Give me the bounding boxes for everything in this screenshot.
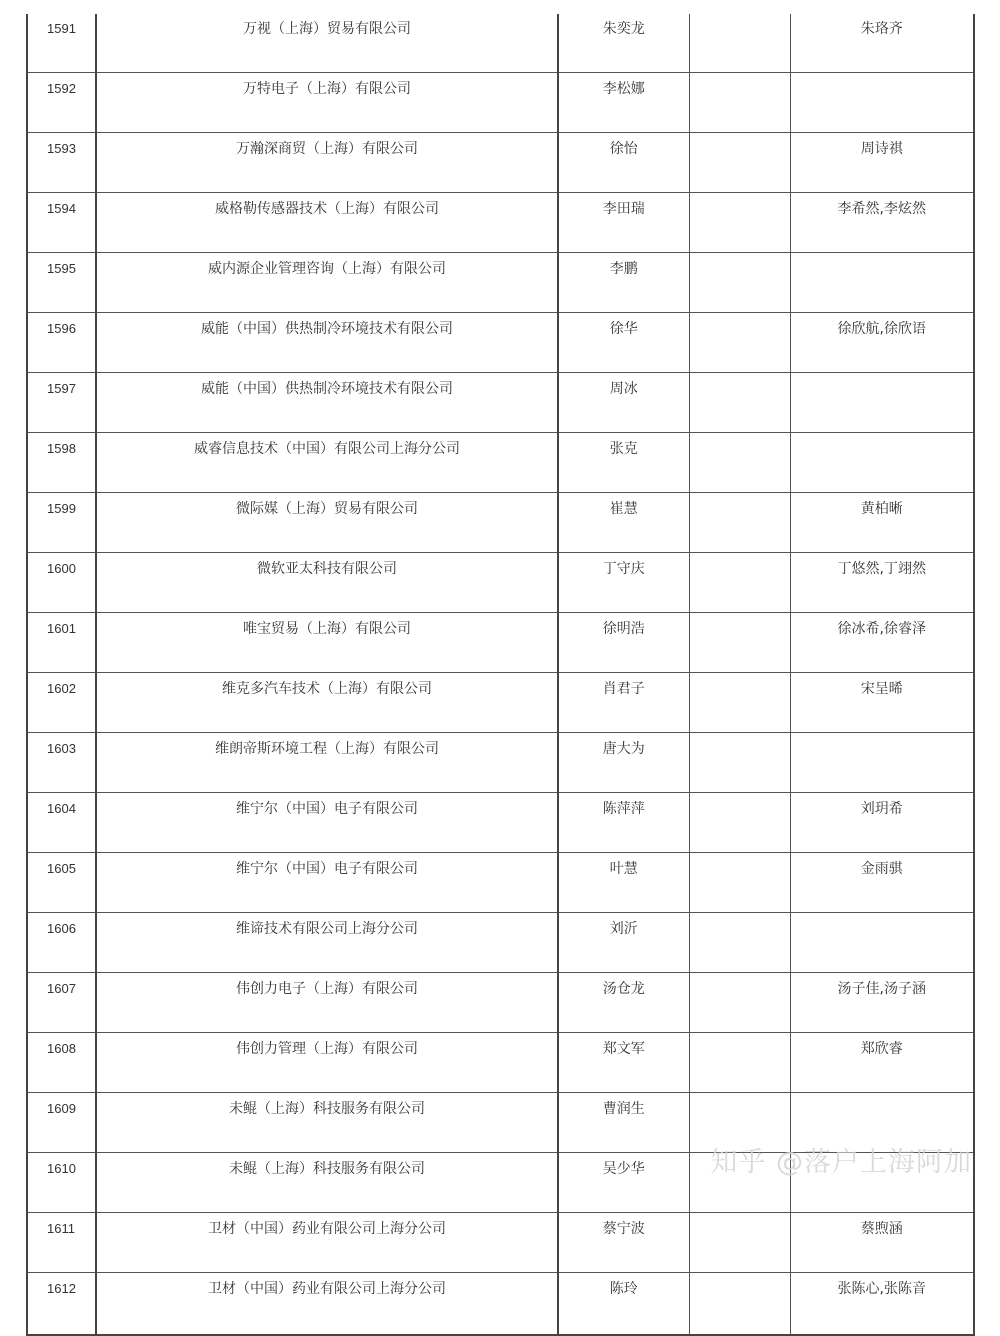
children-names-cell — [790, 1093, 974, 1153]
row-number-cell: 1596 — [27, 313, 96, 373]
children-names-cell: 宋呈晞 — [790, 673, 974, 733]
children-names-cell: 汤子佳,汤子涵 — [790, 973, 974, 1033]
company-name-cell: 维谛技术有限公司上海分公司 — [96, 913, 558, 973]
spouse-name-cell — [689, 73, 790, 133]
company-name-cell: 万瀚深商贸（上海）有限公司 — [96, 133, 558, 193]
row-number-cell: 1603 — [27, 733, 96, 793]
table-row — [27, 1273, 974, 1336]
applicant-name-cell: 崔慧 — [558, 493, 689, 553]
spouse-name-cell — [689, 1093, 790, 1153]
table-row — [27, 313, 974, 373]
table-row — [27, 193, 974, 253]
spouse-name-cell — [689, 193, 790, 253]
row-number-cell: 1600 — [27, 553, 96, 613]
company-name-cell: 威内源企业管理咨询（上海）有限公司 — [96, 253, 558, 313]
company-name-cell: 微软亚太科技有限公司 — [96, 553, 558, 613]
applicant-name-cell: 汤仓龙 — [558, 973, 689, 1033]
applicant-name-cell: 徐怡 — [558, 133, 689, 193]
children-names-cell: 徐冰希,徐睿泽 — [790, 613, 974, 673]
row-number-cell: 1597 — [27, 373, 96, 433]
spouse-name-cell — [689, 373, 790, 433]
children-names-cell — [790, 433, 974, 493]
company-name-cell: 唯宝贸易（上海）有限公司 — [96, 613, 558, 673]
table-row — [27, 613, 974, 673]
company-name-cell: 维宁尔（中国）电子有限公司 — [96, 793, 558, 853]
company-name-cell: 威能（中国）供热制冷环境技术有限公司 — [96, 313, 558, 373]
table-row — [27, 253, 974, 313]
data-table — [26, 14, 975, 1336]
children-names-cell: 张陈心,张陈音 — [790, 1273, 974, 1336]
spouse-name-cell — [689, 913, 790, 973]
children-names-cell: 郑欣睿 — [790, 1033, 974, 1093]
table-row — [27, 853, 974, 913]
table-row — [27, 433, 974, 493]
children-names-cell — [790, 373, 974, 433]
applicant-name-cell: 蔡宁波 — [558, 1213, 689, 1273]
spouse-name-cell — [689, 313, 790, 373]
table-row — [27, 493, 974, 553]
company-name-cell: 微际媒（上海）贸易有限公司 — [96, 493, 558, 553]
company-name-cell: 万特电子（上海）有限公司 — [96, 73, 558, 133]
company-name-cell: 伟创力管理（上海）有限公司 — [96, 1033, 558, 1093]
children-names-cell: 徐欣航,徐欣语 — [790, 313, 974, 373]
spouse-name-cell — [689, 433, 790, 493]
spouse-name-cell — [689, 673, 790, 733]
company-name-cell: 威能（中国）供热制冷环境技术有限公司 — [96, 373, 558, 433]
applicant-name-cell: 李松娜 — [558, 73, 689, 133]
company-name-cell: 卫材（中国）药业有限公司上海分公司 — [96, 1213, 558, 1273]
row-number-cell: 1601 — [27, 613, 96, 673]
company-name-cell: 维克多汽车技术（上海）有限公司 — [96, 673, 558, 733]
spouse-name-cell — [689, 1153, 790, 1213]
table-row — [27, 1153, 974, 1213]
row-number-cell: 1604 — [27, 793, 96, 853]
company-name-cell: 威格勒传感器技术（上海）有限公司 — [96, 193, 558, 253]
spouse-name-cell — [689, 853, 790, 913]
row-number-cell: 1605 — [27, 853, 96, 913]
table-body — [27, 14, 974, 1335]
applicant-name-cell: 李鹏 — [558, 253, 689, 313]
children-names-cell — [790, 1153, 974, 1213]
table-row — [27, 673, 974, 733]
row-number-cell: 1612 — [27, 1273, 96, 1336]
children-names-cell: 刘玥希 — [790, 793, 974, 853]
applicant-name-cell: 陈玲 — [558, 1273, 689, 1336]
company-name-cell: 未鲲（上海）科技服务有限公司 — [96, 1153, 558, 1213]
table-row — [27, 793, 974, 853]
spouse-name-cell — [689, 253, 790, 313]
applicant-name-cell: 徐华 — [558, 313, 689, 373]
table-row — [27, 553, 974, 613]
children-names-cell: 黄柏晰 — [790, 493, 974, 553]
row-number-cell: 1591 — [27, 14, 96, 73]
children-names-cell: 朱珞齐 — [790, 14, 974, 73]
spouse-name-cell — [689, 733, 790, 793]
row-number-cell: 1610 — [27, 1153, 96, 1213]
applicant-name-cell: 吴少华 — [558, 1153, 689, 1213]
applicant-name-cell: 陈萍萍 — [558, 793, 689, 853]
applicant-name-cell: 唐大为 — [558, 733, 689, 793]
children-names-cell — [790, 913, 974, 973]
watermark: 知乎 @落户上海阿加 — [710, 1147, 972, 1178]
row-number-cell: 1609 — [27, 1093, 96, 1153]
table-row — [27, 1093, 974, 1153]
children-names-cell — [790, 253, 974, 313]
row-number-cell: 1602 — [27, 673, 96, 733]
row-number-cell: 1594 — [27, 193, 96, 253]
children-names-cell: 李希然,李炫然 — [790, 193, 974, 253]
children-names-cell: 丁悠然,丁翊然 — [790, 553, 974, 613]
spouse-name-cell — [689, 14, 790, 73]
spouse-name-cell — [689, 1213, 790, 1273]
applicant-name-cell: 张克 — [558, 433, 689, 493]
children-names-cell: 金雨骐 — [790, 853, 974, 913]
row-number-cell: 1607 — [27, 973, 96, 1033]
row-number-cell: 1606 — [27, 913, 96, 973]
spouse-name-cell — [689, 493, 790, 553]
table-row — [27, 913, 974, 973]
spouse-name-cell — [689, 613, 790, 673]
spouse-name-cell — [689, 973, 790, 1033]
applicant-name-cell: 朱奕龙 — [558, 14, 689, 73]
company-name-cell: 维宁尔（中国）电子有限公司 — [96, 853, 558, 913]
table-row — [27, 373, 974, 433]
applicant-name-cell: 曹润生 — [558, 1093, 689, 1153]
spouse-name-cell — [689, 553, 790, 613]
table-row — [27, 1213, 974, 1273]
applicant-name-cell: 叶慧 — [558, 853, 689, 913]
applicant-name-cell: 肖君子 — [558, 673, 689, 733]
children-names-cell — [790, 73, 974, 133]
company-name-cell: 伟创力电子（上海）有限公司 — [96, 973, 558, 1033]
table-row — [27, 73, 974, 133]
applicant-name-cell: 李田瑞 — [558, 193, 689, 253]
row-number-cell: 1611 — [27, 1213, 96, 1273]
row-number-cell: 1598 — [27, 433, 96, 493]
applicant-name-cell: 丁守庆 — [558, 553, 689, 613]
company-name-cell: 维朗帝斯环境工程（上海）有限公司 — [96, 733, 558, 793]
spouse-name-cell — [689, 793, 790, 853]
table-row — [27, 733, 974, 793]
applicant-name-cell: 刘沂 — [558, 913, 689, 973]
children-names-cell — [790, 733, 974, 793]
table-row — [27, 973, 974, 1033]
row-number-cell: 1593 — [27, 133, 96, 193]
company-name-cell: 未鲲（上海）科技服务有限公司 — [96, 1093, 558, 1153]
table-row — [27, 133, 974, 193]
row-number-cell: 1599 — [27, 493, 96, 553]
company-name-cell: 卫材（中国）药业有限公司上海分公司 — [96, 1273, 558, 1336]
table-row — [27, 14, 974, 73]
spouse-name-cell — [689, 133, 790, 193]
applicant-name-cell: 周冰 — [558, 373, 689, 433]
row-number-cell: 1608 — [27, 1033, 96, 1093]
children-names-cell: 周诗祺 — [790, 133, 974, 193]
applicant-name-cell: 郑文军 — [558, 1033, 689, 1093]
row-number-cell: 1595 — [27, 253, 96, 313]
table-row — [27, 1033, 974, 1093]
company-name-cell: 威睿信息技术（中国）有限公司上海分公司 — [96, 433, 558, 493]
spouse-name-cell — [689, 1033, 790, 1093]
children-names-cell: 蔡煦涵 — [790, 1213, 974, 1273]
row-number-cell: 1592 — [27, 73, 96, 133]
applicant-name-cell: 徐明浩 — [558, 613, 689, 673]
company-name-cell: 万视（上海）贸易有限公司 — [96, 14, 558, 73]
spouse-name-cell — [689, 1273, 790, 1336]
